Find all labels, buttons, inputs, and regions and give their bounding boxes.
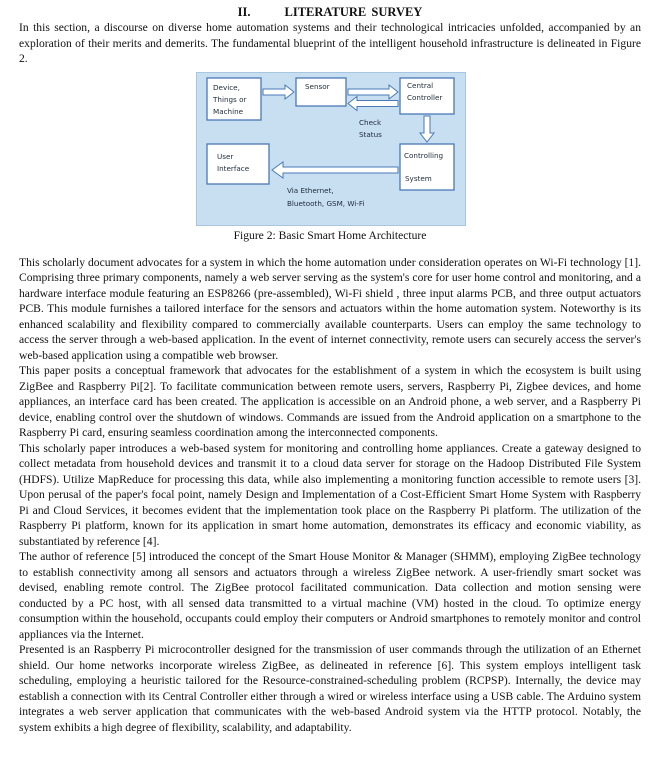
intro-paragraph: In this section, a discourse on diverse home automation systems and their technological intricacies unfolded, accompanied by an exploration of their merits and demerits. The fundamental blueprint of the intelligent household infrastructure is delineated in Figure 2. [19, 21, 641, 65]
via-label-2: Bluetooth, GSM, Wi-Fi [287, 198, 365, 208]
page [19, 4, 641, 735]
ui-label-1: User [217, 151, 234, 161]
body-paragraph-5: Presented is an Raspberry Pi microcontroller designed for the transmission of user commands through the utilization of an Ethernet shield. Our home networks incorporate wireless ZigBee, as delineated in reference [6]. This system employs intelligent task scheduling, employing a heuristic tailored for the Resource-constrained-scheduling problem (RCPSP). Internally, the device may establish a connection with its Central Controller either through a wired or wireless interface using a USB cable. The Arduino system integrates a web server application that communicates with the web-based Android system via the HTTP protocol. Notably, the system exhibits a high degree of flexibility, scalability, and adaptability. [19, 643, 641, 734]
section-heading [19, 4, 641, 20]
arrow-central-to-controlling [420, 116, 434, 142]
arrow-central-to-sensor [348, 96, 398, 110]
section-number: II. [237, 5, 251, 19]
central-label-2: Controller [407, 92, 443, 102]
via-label-1: Via Ethernet, [287, 185, 334, 195]
arrow-sensor-to-central [348, 85, 398, 99]
section-title: LITERATURE SURVEY [284, 5, 423, 19]
controlling-label-2: System [405, 173, 432, 183]
architecture-diagram [197, 73, 465, 225]
device-label-2: Things or [213, 94, 247, 104]
ui-label-2: Interface [217, 163, 250, 173]
arrow-device-to-sensor [263, 85, 294, 99]
device-label-1: Device, [213, 82, 240, 92]
device-label-3: Machine [213, 106, 244, 116]
body-paragraph-3: This scholarly paper introduces a web-based system for monitoring and controlling home appliances. Create a gateway designed to collect metadata from household devices and transmit it to a cloud data server for storage on the Hadoop Distributed File System (HDFS). Utilize MapReduce for processing this data, while also implementing a monitoring function accessible to remote users [3]. Upon perusal of the paper's focal point, namely Design and Implementation of a Cost-Efficient Smart Home System with Raspberry Pi and Cloud Services, it becomes evident that the implementation took place on the Raspberry Pi platform. The utilization of the Raspberry Pi platform, known for its application in smart home automation, demonstrates its efficacy and economic viability, as substantiated by reference [4]. [19, 441, 641, 548]
architecture-figure [196, 72, 466, 226]
body-paragraph-4: The author of reference [5] introduced the concept of the Smart House Monitor & Manager (SHMM), employing ZigBee technology to establish connectivity among all sensors and actuators through a wireless ZigBee network. A user-friendly smart socket was devised, enabling remote control. The ZigBee protocol facilitated communication. Data collection and motion sensing were conducted by a PC host, with all sensed data transmitted to a virtual machine (VM) hosted in the cloud. To optimize energy consumption within the household, occupants could employ their computers or Android smartphones to remotely monitor and control appliances via the Internet. [19, 550, 641, 641]
figure-caption: Figure 2: Basic Smart Home Architecture [233, 228, 427, 242]
sensor-label: Sensor [305, 81, 330, 91]
central-label-1: Central [407, 80, 434, 90]
check-status-label-2: Status [359, 129, 382, 139]
arrow-controlling-to-ui [272, 162, 398, 178]
controlling-label-1: Controlling [404, 150, 444, 160]
body-paragraph-2: This paper posits a conceptual framework that advocates for the establishment of a system in which the ecosystem is built using ZigBee and Raspberry Pi[2]. To facilitate communication between remote users, servers, Raspberry Pi, Zigbee devices, and home appliances, an interface card has been created. The application is accessible on an Android phone, a web server, and a Raspberry Pi device, enabling control over the shutdown of windows. Commands are issued from the Android application on a smartphone to the Raspberry Pi card, ensuring seamless coordination among the interconnected components. [19, 364, 641, 439]
body-paragraph-1: This scholarly document advocates for a system in which the home automation under consideration operates on Wi-Fi technology [1]. Comprising three primary components, namely a web server serving as the system's core for user home control and monitoring, and a hardware interface module featuring an ESP8266 (pre-assembled), Wi-Fi shield , three input alarms PCB, and three output actuators PCB. This module furnishes a tailored interface for the sensors and actuators within the home automation system. Noteworthy is its enhanced scalability and flexibility compared to commercially available counterparts. Users can employ the same technology to access the server through a web-based application. In the event of internet connectivity, remote users can securely access the server's web-based application using a compatible web browser. [19, 255, 641, 362]
check-status-label-1: Check [359, 117, 382, 127]
